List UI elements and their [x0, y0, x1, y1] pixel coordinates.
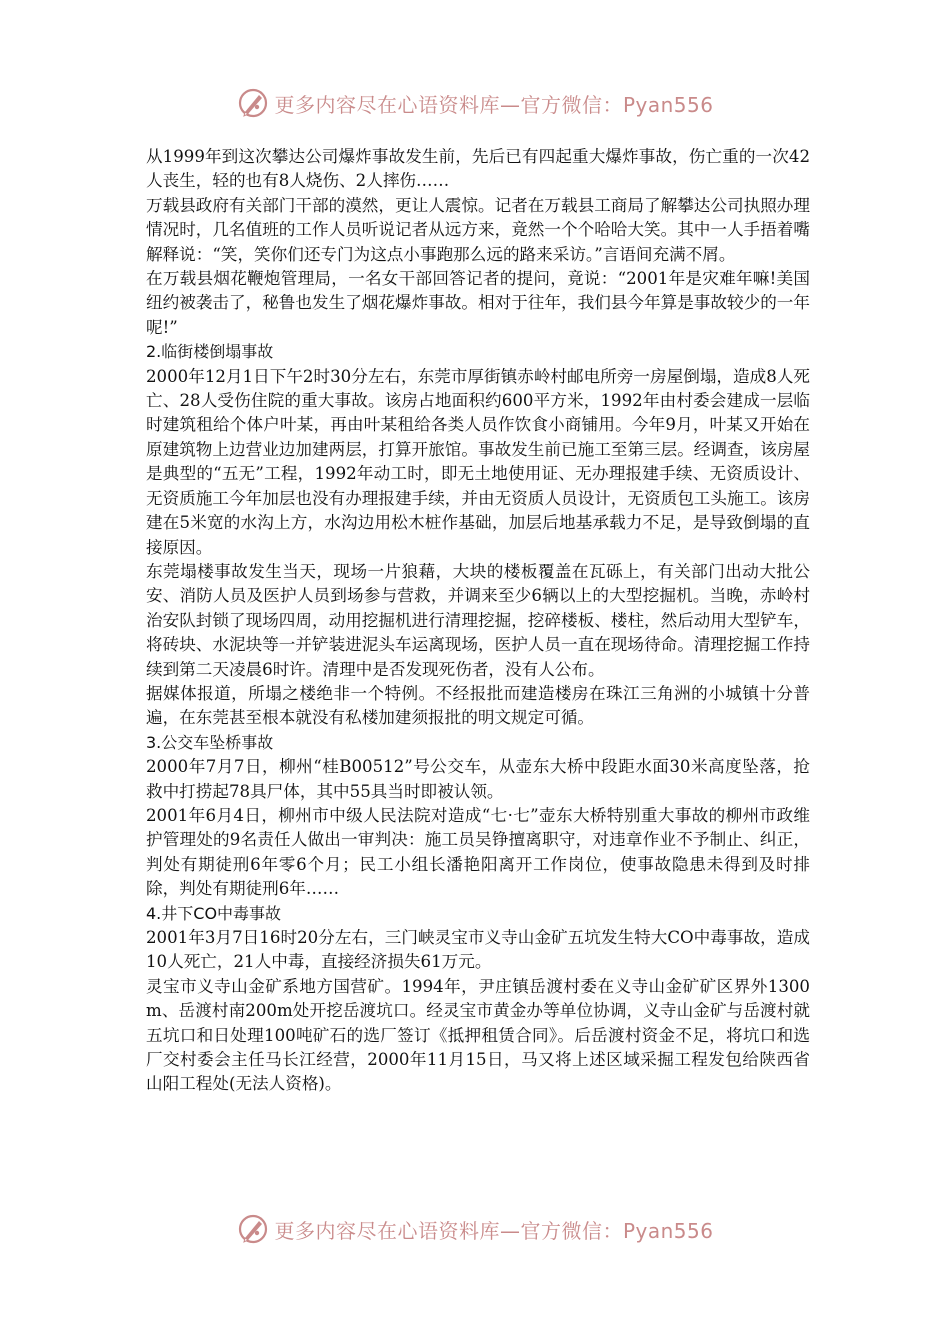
- header-banner-text: 更多内容尽在心语资料库—官方微信：Pyan556: [274, 92, 714, 117]
- section-heading: 4.井下CO中毒事故: [146, 903, 282, 923]
- pen-logo-icon: [236, 86, 270, 120]
- header-banner: [0, 83, 950, 123]
- body-paragraph: 2000年7月7日，柳州“桂B00512”号公交车，从壶东大桥中段距水面30米高度坠落，抢救中打捞起78具尸体，其中55具当时即被认领。: [146, 757, 810, 801]
- body-paragraph: 2001年3月7日16时20分左右，三门峡灵宝市义寺山金矿五坑发生特大CO中毒事故，造成10人死亡，21人中毒，直接经济损失61万元。: [146, 928, 810, 972]
- body-paragraph: 从1999年到这次攀达公司爆炸事故发生前，先后已有四起重大爆炸事故，伤亡重的一次42人丧生，轻的也有8人烧伤、2人摔伤……: [146, 147, 810, 191]
- body-paragraph: 2000年12月1日下午2时30分左右，东莞市厚街镇赤岭村邮电所旁一房屋倒塌，造成8人死亡、28人受伤住院的重大事故。该房占地面积约600平方米，1992年由村委会建成一层临时建筑租给个体户叶某，再由叶某租给各类人员作饮食小商铺用。今年9月，叶某又开始在原建筑物上边营业边加建两层，打算开旅馆。事故发生前已施工至第三层。经调查，该房屋是典型的“五无”工程，1992年动工时，即无土地使用证、无办理报建手续、无资质设计、无资质施工今年加层也没有办理报建手续，并由无资质人员设计，无资质包工头施工。该房建在5米宽的水沟上方，水沟边用松木桩作基础，加层后地基承载力不足，是导致倒塌的直接原因。: [146, 366, 810, 557]
- footer-banner: [0, 1209, 950, 1249]
- section-heading: 3.公交车坠桥事故: [146, 732, 274, 752]
- section-heading: 2.临街楼倒塌事故: [146, 342, 274, 362]
- footer-banner-text: 更多内容尽在心语资料库—官方微信：Pyan556: [274, 1218, 714, 1243]
- body-paragraph: 东莞塌楼事故发生当天，现场一片狼藉，大块的楼板覆盖在瓦砾上，有关部门出动大批公安、消防人员及医护人员到场参与营救，并调来至少6辆以上的大型挖掘机。当晚，赤岭村治安队封锁了现场四周，动用挖掘机进行清理挖掘，挖碎楼板、楼柱，然后动用大型铲车，将砖块、水泥块等一并铲装进泥头车运离现场，医护人员一直在现场待命。清理挖掘工作持续到第二天凌晨6时许。清理中是否发现死伤者，没有人公布。: [146, 561, 810, 679]
- body-paragraph: 据媒体报道，所塌之楼绝非一个特例。不经报批而建造楼房在珠江三角洲的小城镇十分普遍，在东莞甚至根本就没有私楼加建须报批的明文规定可循。: [146, 683, 810, 728]
- pen-logo-icon: [236, 1212, 270, 1246]
- document-body: [146, 145, 810, 1097]
- body-paragraph: 万载县政府有关部门干部的漠然，更让人震惊。记者在万载县工商局了解攀达公司执照办理情况时，几名值班的工作人员听说记者从远方来，竟然一个个哈哈大笑。其中一人手捂着嘴解释说：“笑，笑你们还专门为这点小事跑那么远的路来采访。”言语间充满不屑。: [146, 195, 810, 264]
- body-paragraph: 灵宝市义寺山金矿系地方国营矿。1994年，尹庄镇岳渡村委在义寺山金矿矿区界外1300m、岳渡村南200m处开挖岳渡坑口。经灵宝市黄金办等单位协调，义寺山金矿与岳渡村就五坑口和日处理100吨矿石的选厂签订《抵押租赁合同》。后岳渡村资金不足，将坑口和选厂交村委会主任马长江经营，2000年11月15日，马又将上述区域采掘工程发包给陕西省山阳工程处(无法人资格)。: [146, 976, 810, 1094]
- body-paragraph: 2001年6月4日，柳州市中级人民法院对造成“七·七”壶东大桥特别重大事故的柳州市政维护管理处的9名责任人做出一审判决：施工员吴铮擅离职守，对违章作业不予制止、纠正，判处有期徒刑6年零6个月；民工小组长潘艳阳离开工作岗位，使事故隐患未得到及时排除，判处有期徒刑6年……: [146, 805, 810, 899]
- body-paragraph: 在万载县烟花鞭炮管理局，一名女干部回答记者的提问，竟说：“2001年是灾难年嘛!美国纽约被袭击了，秘鲁也发生了烟花爆炸事故。相对于往年，我们县今年算是事故较少的一年呢!”: [146, 269, 810, 337]
